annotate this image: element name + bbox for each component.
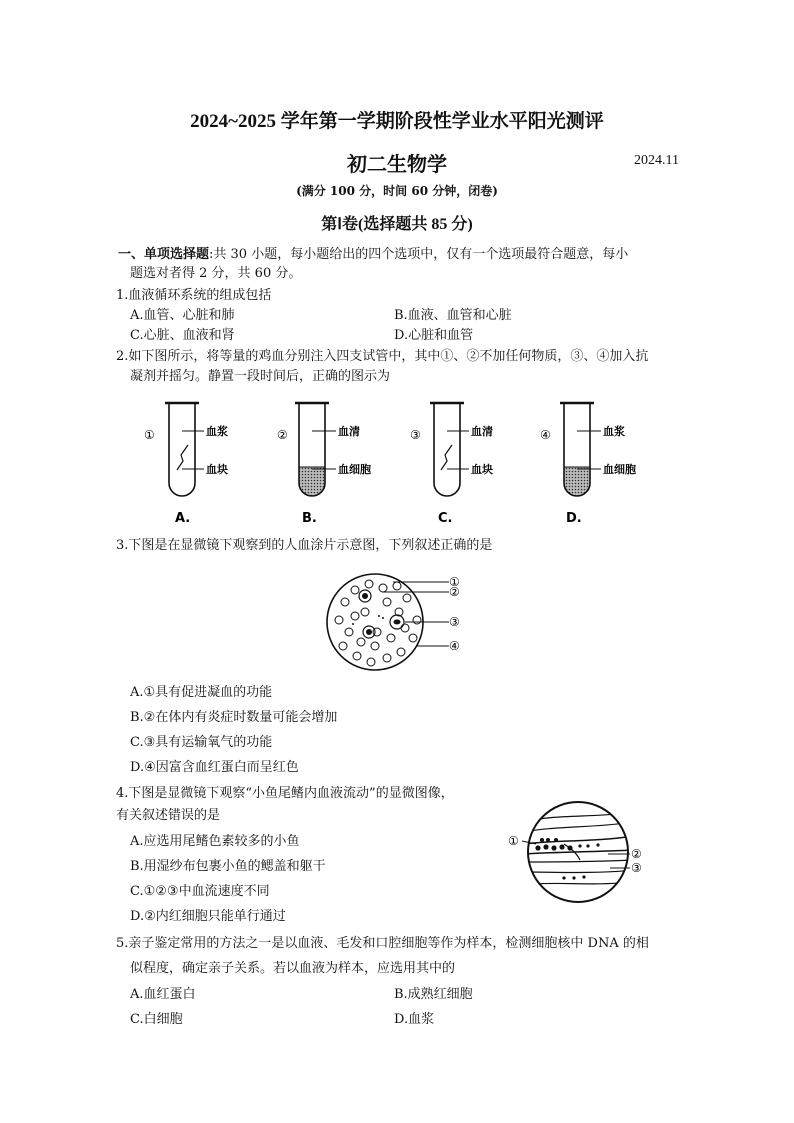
q4-label-1: ①: [508, 834, 519, 848]
tube-3: [410, 403, 493, 526]
q4-stem-line2: 有关叙述错误的是: [116, 808, 221, 823]
q3-option-b: B.②在体内有炎症时数量可能会增加: [130, 710, 338, 725]
tube-4-top-label: 血浆: [603, 425, 625, 438]
subject-title: 初二生物学: [347, 154, 447, 176]
q4-option-d: D.②内红细胞只能单行通过: [130, 909, 286, 924]
q1-option-a: A.血管、心脏和肺: [130, 308, 235, 323]
q3-option-a: A.①具有促进凝血的功能: [130, 685, 273, 700]
q1-option-c: C.心脏、血液和肾: [130, 328, 235, 343]
q1-option-b: B.血液、血管和心脏: [394, 308, 512, 323]
q1-option-d: D.心脏和血管: [394, 328, 474, 343]
q4-label-2: ②: [631, 847, 642, 861]
q3-option-c: C.③具有运输氧气的功能: [130, 735, 273, 750]
tube-1: [144, 403, 228, 526]
tube-1-top-label: 血浆: [206, 425, 228, 438]
q4-label-3: ③: [631, 861, 642, 875]
tube-4-bottom-label: 血细胞: [603, 463, 636, 476]
tube-1-number: ①: [144, 428, 155, 442]
tube-2-bottom-label: 血细胞: [338, 463, 371, 476]
tube-2-number: ②: [277, 428, 288, 442]
tube-3-option: C.: [438, 511, 453, 526]
q5-option-b: B.成熟红细胞: [394, 987, 473, 1002]
q2-stem-line2: 凝剂并摇匀。静置一段时间后，正确的图示为: [130, 369, 391, 384]
q4-option-a: A.应选用尾鳍色素较多的小鱼: [130, 834, 300, 849]
section-text-line2: 题选对者得 2 分，共 60 分。: [130, 266, 302, 281]
q4-fish-tail-figure: [504, 800, 654, 904]
q5-option-d: D.血浆: [394, 1012, 435, 1027]
q5-stem-line2: 似程度，确定亲子关系。若以血液为样本，应选用其中的: [130, 961, 456, 976]
q3-label-4: ④: [449, 639, 460, 653]
q3-label-2: ②: [449, 585, 460, 599]
tube-1-bottom-label: 血块: [206, 463, 228, 476]
exam-note: (满分 100 分，时间 60 分钟，闭卷): [296, 184, 498, 198]
q4-option-c: C.①②③中血流速度不同: [130, 884, 270, 899]
tube-3-top-label: 血清: [471, 425, 493, 438]
q5-stem-line1: 5.亲子鉴定常用的方法之一是以血液、毛发和口腔细胞等作为样本，检测细胞核中 DNA 的相: [116, 936, 649, 951]
tube-2-top-label: 血清: [338, 425, 360, 438]
exam-date: 2024.11: [634, 153, 679, 168]
tube-1-option: A.: [175, 511, 191, 526]
part-title: 第Ⅰ卷(选择题共 85 分): [321, 216, 473, 233]
tube-4-number: ④: [540, 428, 551, 442]
q3-option-d: D.④因富含血红蛋白而呈红色: [130, 760, 299, 775]
q5-option-c: C.白细胞: [130, 1012, 183, 1027]
section-instructions: [118, 246, 628, 264]
tube-3-number: ③: [410, 428, 421, 442]
q4-option-b: B.用湿纱布包裹小鱼的鳃盖和躯干: [130, 859, 326, 874]
section-text-line1: :共 30 小题，每小题给出的四个选项中，仅有一个选项最符合题意，每小: [209, 247, 629, 262]
q3-label-1: ①: [449, 575, 460, 589]
section-label: 一、单项选择题: [118, 247, 210, 262]
q3-label-3: ③: [449, 615, 460, 629]
q3-stem: 3.下图是在显微镜下观察到的人血涂片示意图，下列叙述正确的是: [116, 538, 493, 553]
q2-test-tubes-figure: [130, 395, 650, 530]
exam-title: 2024~2025 学年第一学期阶段性学业水平阳光测评: [190, 111, 604, 132]
q5-option-a: A.血红蛋白: [130, 987, 196, 1002]
tube-4-option: D.: [566, 511, 582, 526]
tube-2: [277, 403, 371, 526]
tube-3-bottom-label: 血块: [471, 463, 493, 476]
tube-4: [540, 403, 636, 526]
q2-stem-line1: 2.如下图所示，将等量的鸡血分别注入四支试管中，其中①、②不加任何物质，③、④加入抗: [116, 349, 649, 364]
q3-blood-smear-figure: [325, 572, 475, 672]
tube-2-option: B.: [302, 511, 317, 526]
q4-stem-line1: 4.下图是显微镜下观察“小鱼尾鳍内血液流动”的显微图像，: [116, 786, 454, 801]
q1-stem: 1.血液循环系统的组成包括: [116, 288, 272, 303]
